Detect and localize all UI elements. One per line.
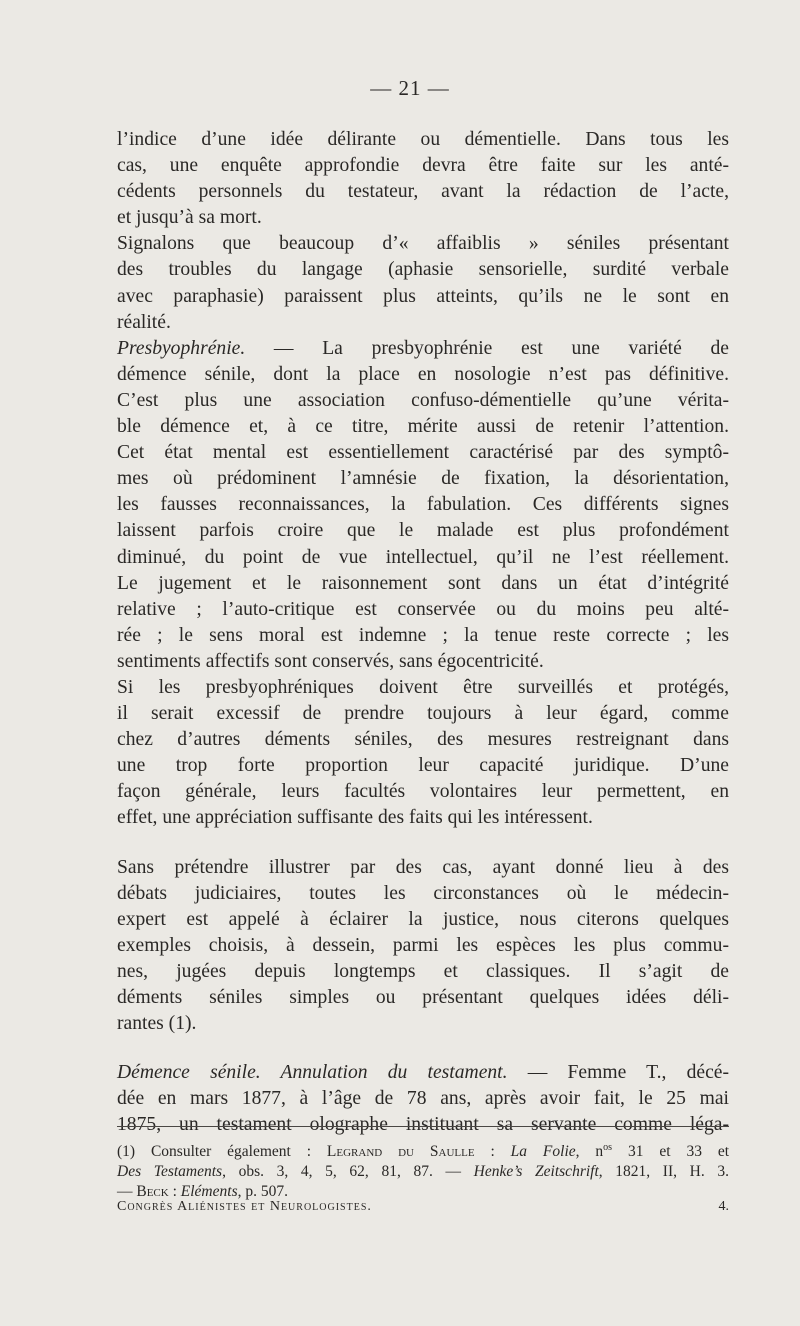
text-line: relative ; l’auto-critique est conservée ou du moins peu alté- <box>117 598 729 620</box>
text-line: avec paraphasie) paraissent plus atteints, qu’ils ne le sont en <box>117 285 729 307</box>
footnote <box>117 1138 729 1202</box>
section-heading-demence-senile: Démence sénile. Annulation du testament. <box>117 1062 508 1084</box>
text-line: les fausses reconnaissances, la fabulation. Ces différents signes <box>117 494 729 516</box>
text-line: mes où prédominent l’amnésie de fixation, la désorientation, <box>117 468 729 490</box>
footnote-text: , obs. 3, 4, 5, 62, 81, 87. — <box>222 1163 474 1181</box>
text-fragment: — Femme T., décé- <box>507 1062 729 1084</box>
paragraph-spacer <box>117 1037 729 1060</box>
text-line: dée en mars 1877, à l’âge de 78 ans, après avoir fait, le 25 mai <box>117 1088 729 1110</box>
text-line: ble démence et, à ce titre, mérite aussi de retenir l’attention. <box>117 416 729 438</box>
paragraph-2 <box>117 231 729 335</box>
paragraph-3 <box>117 336 729 675</box>
footnote-title: Des Testaments <box>117 1163 223 1181</box>
text-line: et jusqu’à sa mort. <box>117 207 262 229</box>
text-line: rantes (1). <box>117 1013 197 1035</box>
footnote-line <box>117 1162 729 1182</box>
text-line: Cet état mental est essentiellement caractérisé par des symptô- <box>117 442 729 464</box>
signature-line <box>117 1199 729 1215</box>
page-number: — 21 — <box>370 76 450 100</box>
footnote-title: Eléments <box>180 1183 238 1201</box>
text-line: laissent parfois croire que le malade est plus profondément <box>117 520 729 542</box>
text-fragment: — La presbyophrénie est une variété de <box>245 337 729 359</box>
text-line: nes, jugées depuis longtemps et classiques. Il s’agit de <box>117 960 729 982</box>
footnote-text: , p. 507. <box>237 1183 288 1201</box>
signature-number: 4. <box>718 1199 729 1214</box>
text-line: rée ; le sens moral est indemne ; la tenue reste correcte ; les <box>117 624 729 646</box>
paragraph-4 <box>117 675 729 832</box>
footnote-superscript: os <box>603 1142 613 1153</box>
text-line: 1875, un testament olographe instituant sa servante comme léga- <box>117 1114 729 1136</box>
text-line: réalité. <box>117 311 171 333</box>
footnote-author: Beck <box>136 1183 169 1201</box>
text-line <box>117 336 729 362</box>
text-line: Sans prétendre illustrer par des cas, ayant donné lieu à des <box>117 856 729 878</box>
paragraph-spacer <box>117 832 729 855</box>
text-line: sentiments affectifs sont conservés, sans égocentricité. <box>117 650 544 672</box>
text-line: il serait excessif de prendre toujours à leur égard, comme <box>117 703 729 725</box>
text-line: chez d’autres déments séniles, des mesures restreignant dans <box>117 729 729 751</box>
text-line: C’est plus une association confuso-démentielle qu’une vérita- <box>117 389 729 411</box>
text-line: diminué, du point de vue intellectuel, qu’il ne l’est réellement. <box>117 546 729 568</box>
text-line: débats judiciaires, toutes les circonstances où le médecin- <box>117 882 729 904</box>
text-line: Signalons que beaucoup d’« affaiblis » séniles présentant <box>117 233 729 255</box>
section-heading-presbyophrenie: Presbyophrénie. <box>117 337 246 359</box>
signature-title: Congrès Aliénistes et Neurologistes. <box>117 1199 372 1214</box>
text-line <box>117 1060 729 1086</box>
footnote-title: La Folie <box>510 1143 576 1161</box>
text-line: une trop forte proportion leur capacité juridique. D’une <box>117 755 729 777</box>
text-line: démence sénile, dont la place en nosologie n’est pas définitive. <box>117 363 729 385</box>
footnote-title: Henke’s Zeitschrift <box>473 1163 599 1181</box>
text-line: des troubles du langage (aphasie sensorielle, surdité verbale <box>117 259 729 281</box>
text-line: cas, une enquête approfondie devra être faite sur les anté- <box>117 155 729 177</box>
footnote-text: , n <box>575 1143 604 1161</box>
footnote-text: , 1821, II, H. 3. <box>598 1163 729 1181</box>
text-line: cédents personnels du testateur, avant la rédaction de l’acte, <box>117 181 729 203</box>
footnote-author: Legrand du Saulle <box>326 1143 475 1161</box>
text-line: effet, une appréciation suffisante des faits qui les intéressent. <box>117 807 593 829</box>
text-line: expert est appelé à éclairer la justice, nous citerons quelques <box>117 908 729 930</box>
footnote-text: : <box>474 1143 511 1161</box>
body-text <box>117 127 729 1138</box>
text-line: déments séniles simples ou présentant quelques idées déli- <box>117 987 729 1008</box>
footnote-rule <box>117 1126 729 1127</box>
text-line: exemples choisis, à dessein, parmi les espèces les plus commu- <box>117 934 729 956</box>
footnote-text: — <box>117 1183 137 1201</box>
paragraph-5 <box>117 855 729 1038</box>
paragraph-1 <box>117 127 729 231</box>
footnote-text: : <box>168 1183 181 1201</box>
text-line: l’indice d’une idée délirante ou démentielle. Dans tous les <box>117 129 729 150</box>
text-line: Si les presbyophréniques doivent être surveillés et protégés, <box>117 676 729 698</box>
text-line: façon générale, leurs facultés volontaires leur permettent, en <box>117 781 729 803</box>
footnote-marker: (1) Consulter également : <box>117 1143 327 1161</box>
footnote-line <box>117 1138 729 1162</box>
footnote-text: 31 et 33 et <box>612 1143 730 1161</box>
text-line: Le jugement et le raisonnement sont dans un état d’intégrité <box>117 572 729 594</box>
